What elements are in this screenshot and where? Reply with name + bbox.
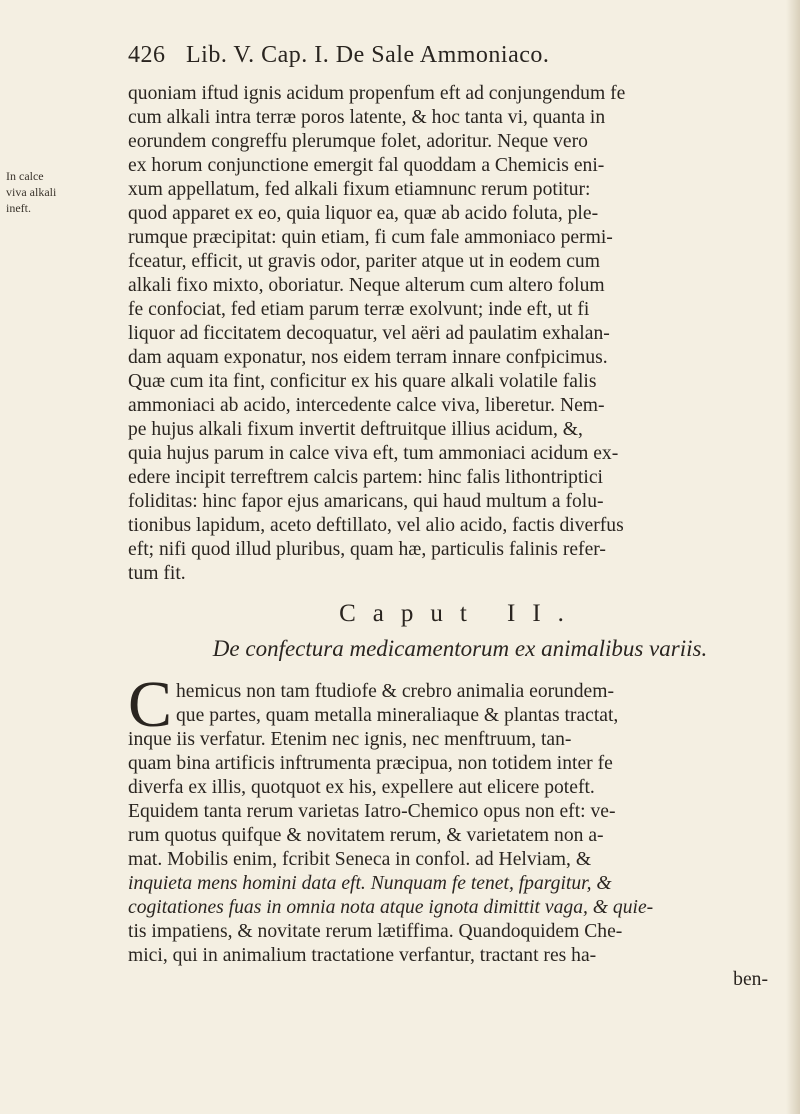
margin-note-line: In calce [6, 169, 44, 183]
chapter-line: mat. Mobilis enim, fcribit Seneca in confol. ad Helviam, & [128, 849, 592, 870]
chapter-line: que partes, quam metalla mineraliaque & plantas tractat, [176, 705, 619, 726]
body-line: tum fit. [128, 563, 186, 584]
body-line: liquor ad ficcitatem decoquatur, vel aëri ad paulatim exhalan- [128, 323, 610, 344]
body-line: foliditas: hinc fapor ejus amaricans, qui haud multum a folu- [128, 491, 604, 512]
chapter-line: diverfa ex illis, quotquot ex his, expellere aut elicere poteft. [128, 777, 595, 798]
body-line: eorundem congreffu plerumque folet, adoritur. Neque vero [128, 131, 588, 152]
chapter-line: quam bina artificis inftrumenta præcipua, non totidem inter fe [128, 753, 613, 774]
chapter-line: hemicus non tam ftudiofe & crebro animalia eorundem- [176, 681, 614, 702]
chapter-heading: Caput II. [339, 600, 581, 627]
body-line: eft; nifi quod illud pluribus, quam hæ, particulis falinis refer- [128, 539, 606, 560]
chapter-line: inquieta mens homini data eft. Nunquam fe tenet, fpargitur, & [128, 873, 612, 894]
running-header [128, 42, 748, 69]
body-line: pe hujus alkali fixum invertit deftruitque illius acidum, &, [128, 419, 583, 440]
chapter-line: rum quotus quifque & novitatem rerum, & varietatem non a- [128, 825, 604, 846]
chapter-line: tis impatiens, & novitate rerum lætiffima. Quandoquidem Che- [128, 921, 623, 942]
margin-note-line: viva alkali [6, 185, 57, 199]
chapter-subtitle: De confectura medicamentorum ex animalibus variis. [212, 636, 708, 661]
body-line: fe confociat, fed etiam parum terræ exolvunt; inde eft, ut fi [128, 299, 590, 320]
body-line: alkali fixo mixto, oboriatur. Neque alterum cum altero folum [128, 275, 605, 296]
chapter-line: ben- [733, 969, 768, 990]
body-line: edere incipit terreftrem calcis partem: hinc falis lithontriptici [128, 467, 603, 488]
body-line: rumque præcipitat: quin etiam, fi cum fale ammoniaco permi- [128, 227, 613, 248]
body-line: cum alkali intra terræ poros latente, & hoc tanta vi, quanta in [128, 107, 606, 128]
body-line: Quæ cum ita fint, conficitur ex his quare alkali volatile falis [128, 371, 597, 392]
running-title: Lib. V. Cap. I. De Sale Ammoniaco. [186, 42, 550, 68]
chapter-line: Equidem tanta rerum varietas Iatro-Chemico opus non eft: ve- [128, 801, 616, 822]
drop-cap: C [128, 668, 173, 741]
body-line: ammoniaci ab acido, intercedente calce viva, liberetur. Nem- [128, 395, 605, 416]
body-line: quia hujus parum in calce viva eft, tum ammoniaci acidum ex- [128, 443, 619, 464]
margin-note [6, 168, 88, 216]
chapter-line: mici, qui in animalium tractatione verfantur, tractant res ha- [128, 945, 597, 966]
margin-note-line: ineft. [6, 201, 31, 215]
body-line: ex horum conjunctione emergit fal quoddam a Chemicis eni- [128, 155, 605, 176]
body-line: quoniam iftud ignis acidum propenfum eft ad conjungendum fe [128, 83, 626, 104]
chapter-line: cogitationes fuas in omnia nota atque ignota dimittit vaga, & quie- [128, 897, 654, 918]
chapter-line: inque iis verfatur. Etenim nec ignis, nec menftruum, tan- [128, 729, 572, 750]
body-line: xum appellatum, fed alkali fixum etiamnunc rerum potitur: [128, 179, 591, 200]
body-line: tionibus lapidum, aceto deftillato, vel alio acido, factis diverfus [128, 515, 624, 536]
page-number: 426 [128, 42, 166, 68]
body-line: dam aquam exponatur, nos eidem terram innare confpicimus. [128, 347, 608, 368]
body-line: quod apparet ex eo, quia liquor ea, quæ ab acido foluta, ple- [128, 203, 599, 224]
body-line: fceatur, efficit, ut gravis odor, pariter atque ut in eodem cum [128, 251, 600, 272]
